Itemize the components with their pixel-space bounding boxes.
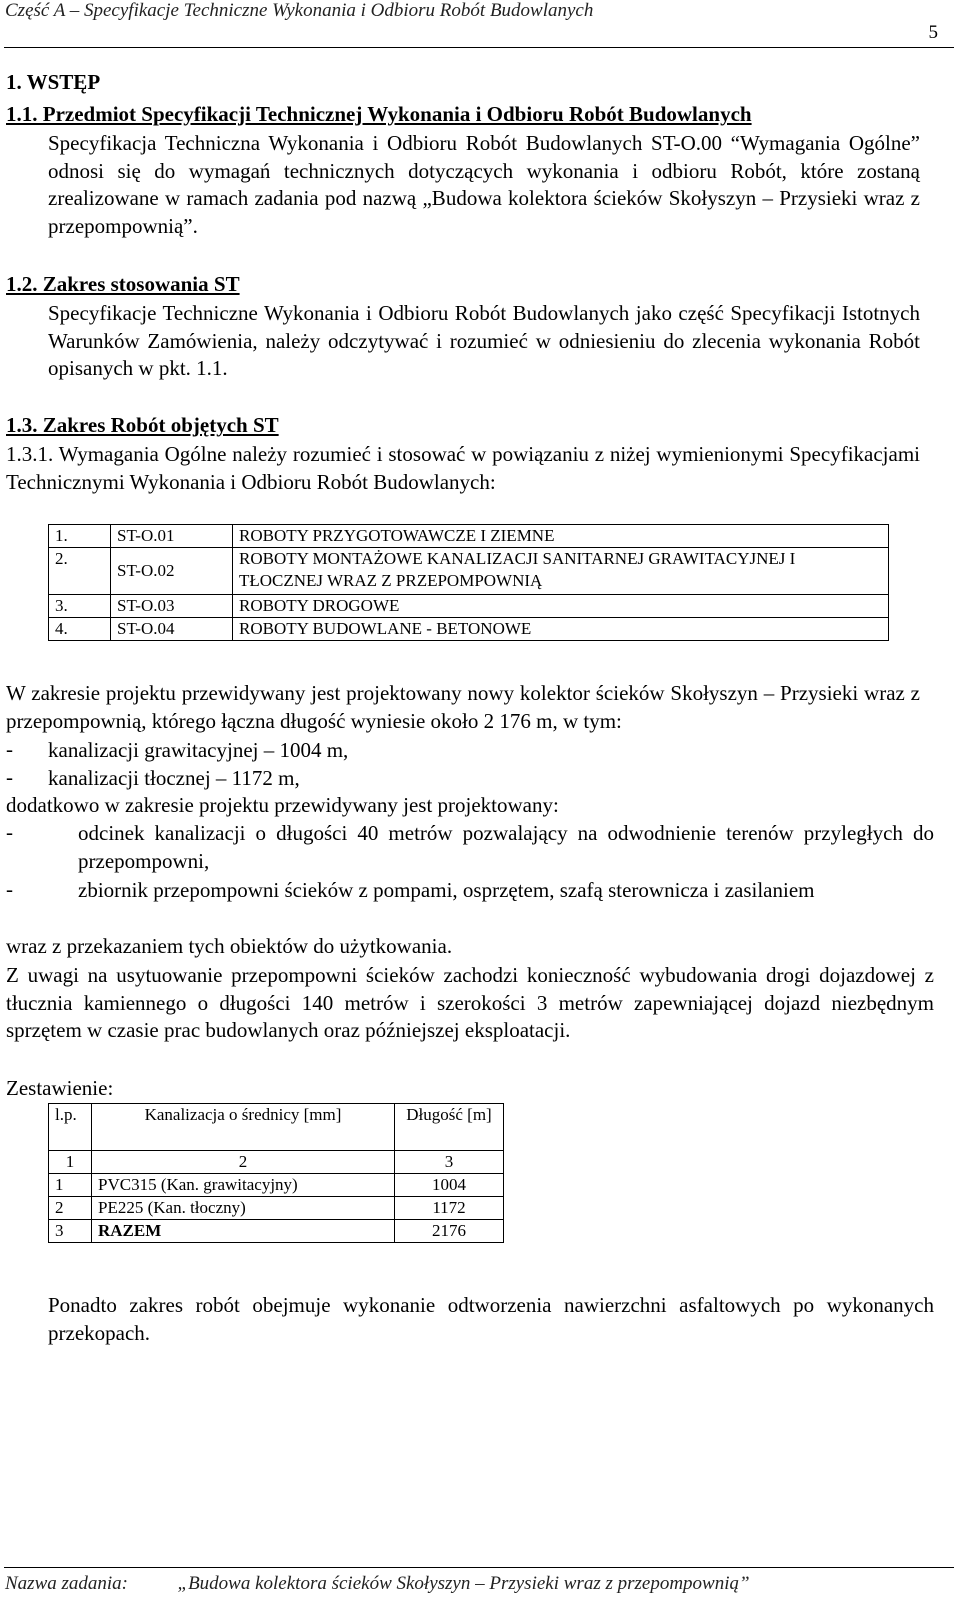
spec-no: 2. bbox=[49, 548, 111, 595]
section-1-1-text: Specyfikacja Techniczna Wykonania i Odbioru Robót Budowlanych ST-O.00 “Wymagania Ogólne” odnosi się do wymagań technicznych dotyczących wykonania i odbioru Robót, które zostaną zrealizowane w ramach zadania pod nazwą „Budowa kolektora ścieków Skołyszyn – Przysieki wraz z przepompownią”. bbox=[48, 131, 920, 238]
header-divider bbox=[4, 47, 954, 48]
dash-bullet: - bbox=[6, 820, 13, 844]
table-row bbox=[49, 595, 889, 618]
spec-no: 3. bbox=[49, 595, 111, 618]
spec-name: ROBOTY MONTAŻOWE KANALIZACJI SANITARNEJ GRAWITACYJNEJ I TŁOCZNEJ WRAZ Z PRZEPOMPOWNIĄ bbox=[233, 548, 889, 595]
spec-code: ST-O.04 bbox=[111, 618, 233, 641]
name-cell: PE225 (Kan. tłoczny) bbox=[92, 1197, 395, 1220]
dash-bullet: - bbox=[6, 737, 13, 761]
spec-code: ST-O.01 bbox=[111, 525, 233, 548]
scope-intro: W zakresie projektu przewidywany jest projektowany nowy kolektor ścieków Skołyszyn – Przysieki wraz z przepompownią, którego łączna długość wyniesie około 2 176 m, w tym: bbox=[6, 681, 920, 733]
section-1-2-heading: 1.2. Zakres stosowania ST bbox=[6, 272, 240, 296]
spec-table bbox=[48, 524, 889, 641]
spec-no: 1. bbox=[49, 525, 111, 548]
spec-name: ROBOTY BUDOWLANE - BETONOWE bbox=[233, 618, 889, 641]
scope-item-2: kanalizacji tłocznej – 1172 m, bbox=[48, 766, 300, 790]
scope-additional: dodatkowo w zakresie projektu przewidywany jest projektowany: bbox=[6, 793, 559, 817]
lp-cell: 3 bbox=[49, 1220, 92, 1243]
table-row bbox=[49, 1197, 504, 1220]
spec-name: ROBOTY PRZYGOTOWAWCZE I ZIEMNE bbox=[233, 525, 889, 548]
section-1-2-text: Specyfikacje Techniczne Wykonania i Odbioru Robót Budowlanych jako część Specyfikacji Istotnych Warunków Zamówienia, należy odczytywać i rozumieć w odniesieniu do zlecenia wykonania Robót opisanych w pkt. 1.1. bbox=[48, 301, 920, 380]
scope-item-1: kanalizacji grawitacyjnej – 1004 m, bbox=[48, 738, 349, 762]
table-row bbox=[49, 1220, 504, 1243]
table-row bbox=[49, 1104, 504, 1151]
scope-item-4: zbiornik przepompowni ścieków z pompami, osprzętem, szafą sterownicza i zasilaniem bbox=[78, 878, 815, 902]
header-cell: Długość [m] bbox=[395, 1104, 504, 1151]
length-cell: 1172 bbox=[395, 1197, 504, 1220]
table-row bbox=[49, 1151, 504, 1174]
length-cell: 2176 bbox=[395, 1220, 504, 1243]
lp-cell: 2 bbox=[49, 1197, 92, 1220]
numbering-cell: 1 bbox=[49, 1151, 92, 1174]
section-1-1-heading: 1.1. Przedmiot Specyfikacji Technicznej Wykonania i Odbioru Robót Budowlanych bbox=[6, 102, 752, 126]
scope-road: Z uwagi na usytuowanie przepompowni ścieków zachodzi konieczność wybudowania drogi dojazdowej z tłucznia kamiennego o długości 140 metrów i szerokości 3 metrów zapewniającej dojazd niezbędnym sprzętem w czasie prac budowlanych oraz późniejszej eksploatacji. bbox=[6, 963, 934, 1042]
table-row bbox=[49, 618, 889, 641]
footer bbox=[5, 1573, 750, 1595]
header-cell: Kanalizacja o średnicy [mm] bbox=[92, 1104, 395, 1151]
spec-no: 4. bbox=[49, 618, 111, 641]
numbering-cell: 3 bbox=[395, 1151, 504, 1174]
dash-bullet: - bbox=[6, 877, 13, 901]
spec-name: ROBOTY DROGOWE bbox=[233, 595, 889, 618]
scope-handover: wraz z przekazaniem tych obiektów do użytkowania. bbox=[6, 934, 453, 958]
length-cell: 1004 bbox=[395, 1174, 504, 1197]
numbering-cell: 2 bbox=[92, 1151, 395, 1174]
footer-task: „Budowa kolektora ścieków Skołyszyn – Przysieki wraz z przepompownią” bbox=[177, 1573, 750, 1594]
summary-label: Zestawienie: bbox=[6, 1076, 114, 1100]
section-1-3-heading: 1.3. Zakres Robót objętych ST bbox=[6, 413, 279, 437]
table-row bbox=[49, 525, 889, 548]
name-cell: RAZEM bbox=[92, 1220, 395, 1243]
section-1-3-1-text: 1.3.1. Wymagania Ogólne należy rozumieć i stosować w powiązaniu z niżej wymienionymi Specyfikacjami Technicznymi Wykonania i Odbioru Robót Budowlanych: bbox=[6, 442, 920, 494]
dash-bullet: - bbox=[6, 765, 13, 789]
summary-table bbox=[48, 1103, 504, 1243]
footer-divider bbox=[4, 1567, 954, 1568]
section-1-heading: 1. WSTĘP bbox=[6, 70, 101, 94]
scope-item-3: odcinek kanalizacji o długości 40 metrów pozwalający na odwodnienie terenów przyległych do przepompowni, bbox=[78, 821, 934, 873]
header-cell: l.p. bbox=[49, 1104, 92, 1151]
lp-cell: 1 bbox=[49, 1174, 92, 1197]
spec-code: ST-O.03 bbox=[111, 595, 233, 618]
header-title: Część A – Specyfikacje Techniczne Wykonania i Odbioru Robót Budowlanych bbox=[5, 0, 594, 21]
closing-text: Ponadto zakres robót obejmuje wykonanie odtworzenia nawierzchni asfaltowych po wykonanych przekopach. bbox=[48, 1293, 934, 1345]
name-cell: PVC315 (Kan. grawitacyjny) bbox=[92, 1174, 395, 1197]
spec-code: ST-O.02 bbox=[111, 548, 233, 595]
page-number: 5 bbox=[928, 22, 938, 43]
table-row bbox=[49, 1174, 504, 1197]
footer-label: Nazwa zadania: bbox=[5, 1573, 128, 1594]
table-row bbox=[49, 548, 889, 595]
